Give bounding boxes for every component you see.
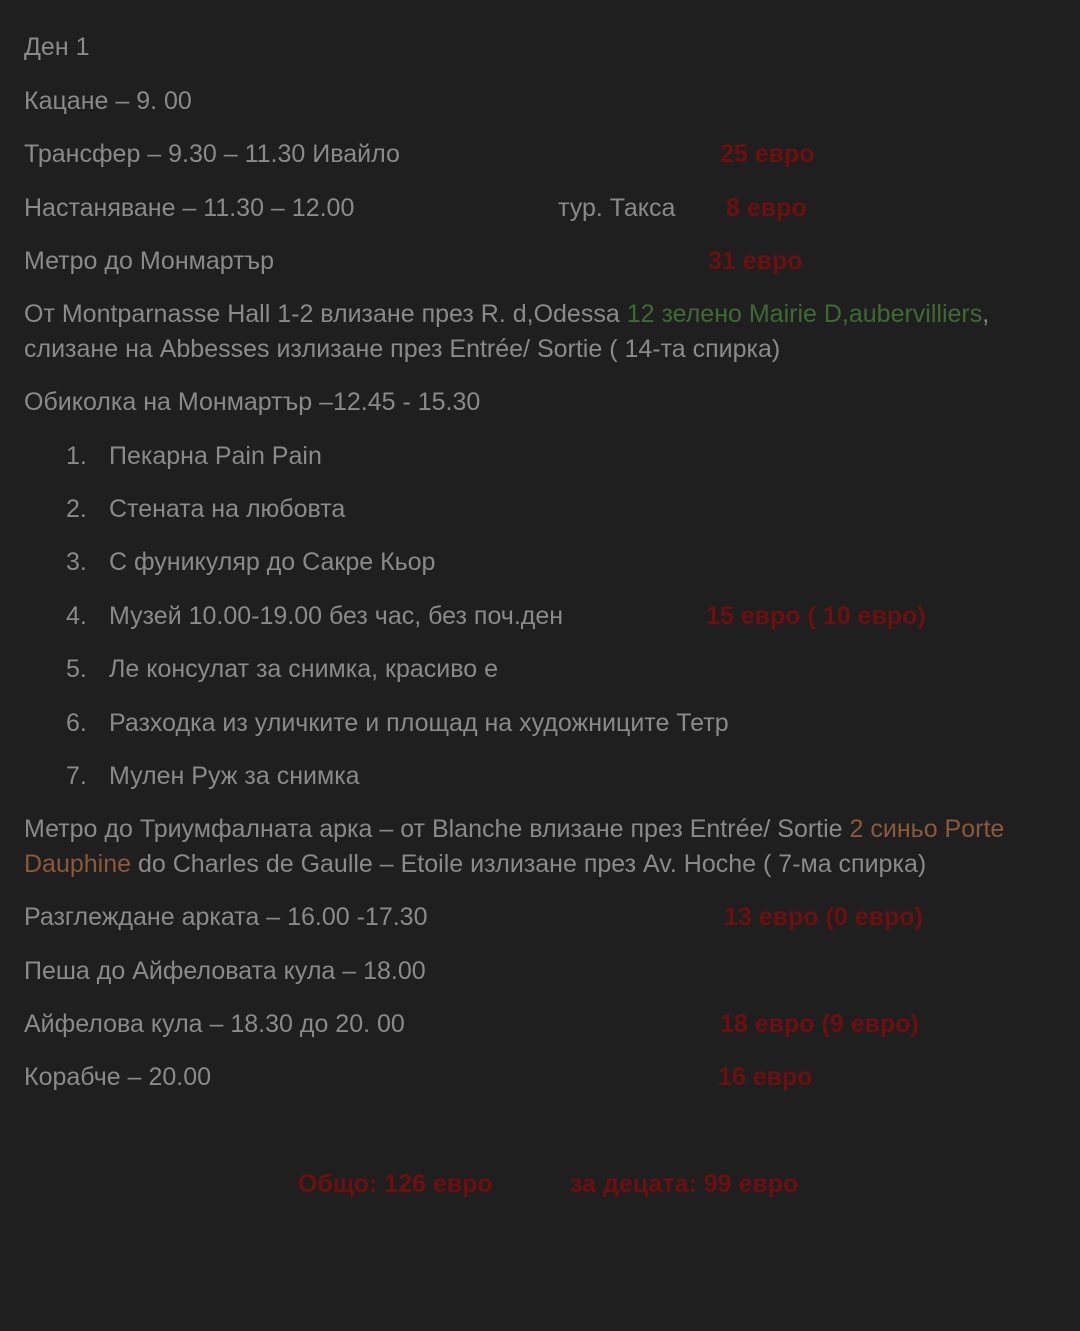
list-item: Ле консулат за снимка, красиво е [109, 655, 498, 683]
arch-line: Разглеждане арката – 16.00 -17.30 [24, 903, 428, 931]
list-item: Музей 10.00-19.00 без час, без поч.ден [109, 602, 564, 630]
walk-line: Пеша до Айфеловата кула – 18.00 [24, 957, 426, 985]
tax-price: 8 евро [726, 194, 807, 222]
route1-text: От Montparnasse Hall 1-2 влизане през R. d,Odessa [24, 300, 620, 328]
list-item: Мулен Руж за снимка [109, 762, 360, 790]
list-item: Пекарна Pain Pain [109, 442, 322, 470]
list-item-number: 1. [66, 442, 87, 470]
route2-metro-line: 2 синьо Porte [849, 815, 1005, 843]
list-item-number: 6. [66, 709, 87, 737]
transfer-line: Трансфер – 9.30 – 11.30 Ивайло [24, 140, 400, 168]
list-item: Разходка из уличките и площад на художниците Тетр [109, 709, 729, 737]
route1-metro-line: 12 зелено Mairie D,aubervilliers [626, 300, 983, 328]
list-item-number: 3. [66, 548, 87, 576]
list-item-number: 4. [66, 602, 87, 630]
metro-montmartre-line: Метро до Монмартър [24, 247, 275, 275]
metro-montmartre-price: 31 евро [708, 247, 803, 275]
route2-text: Метро до Триумфалната арка – от Blanche влизане през Entrée/ Sortie [24, 815, 843, 843]
route1-comma: , [982, 300, 990, 328]
list-item-number: 2. [66, 495, 87, 523]
eiffel-price: 18 евро (9 евро) [720, 1010, 919, 1038]
kids-total-price: за децата: 99 евро [570, 1170, 799, 1198]
list-item-number: 7. [66, 762, 87, 790]
tax-label: тур. Такса [558, 194, 676, 222]
landing-line: Кацане – 9. 00 [24, 87, 192, 115]
route2-exit-text: do Charles de Gaulle – Etoile излизане през Av. Hoche ( 7-ма спирка) [131, 850, 927, 878]
checkin-line: Настаняване – 11.30 – 12.00 [24, 194, 355, 222]
route2-exit-line [24, 849, 926, 879]
route2-line [24, 814, 1004, 844]
list-item-number: 5. [66, 655, 87, 683]
arch-price: 13 евро (0 евро) [724, 903, 923, 931]
total-price: Общо: 126 евро [298, 1170, 493, 1198]
route1-line [24, 299, 989, 329]
tour-line: Обиколка на Монмартър –12.45 - 15.30 [24, 388, 481, 416]
list-item: С фуникуляр до Сакре Кьор [109, 548, 436, 576]
boat-line: Корабче – 20.00 [24, 1063, 212, 1091]
eiffel-line: Айфелова кула – 18.30 до 20. 00 [24, 1010, 405, 1038]
day-title: Ден 1 [24, 33, 90, 61]
route1-exit-line: слизане на Abbesses излизане през Entrée/ Sortie ( 14-та спирка) [24, 335, 781, 363]
transfer-price: 25 евро [720, 140, 815, 168]
list-item: Стената на любовта [109, 495, 346, 523]
boat-price: 16 евро [718, 1063, 813, 1091]
museum-price: 15 евро ( 10 евро) [706, 602, 926, 630]
route2-metro-line-cont: Dauphine [24, 850, 132, 878]
